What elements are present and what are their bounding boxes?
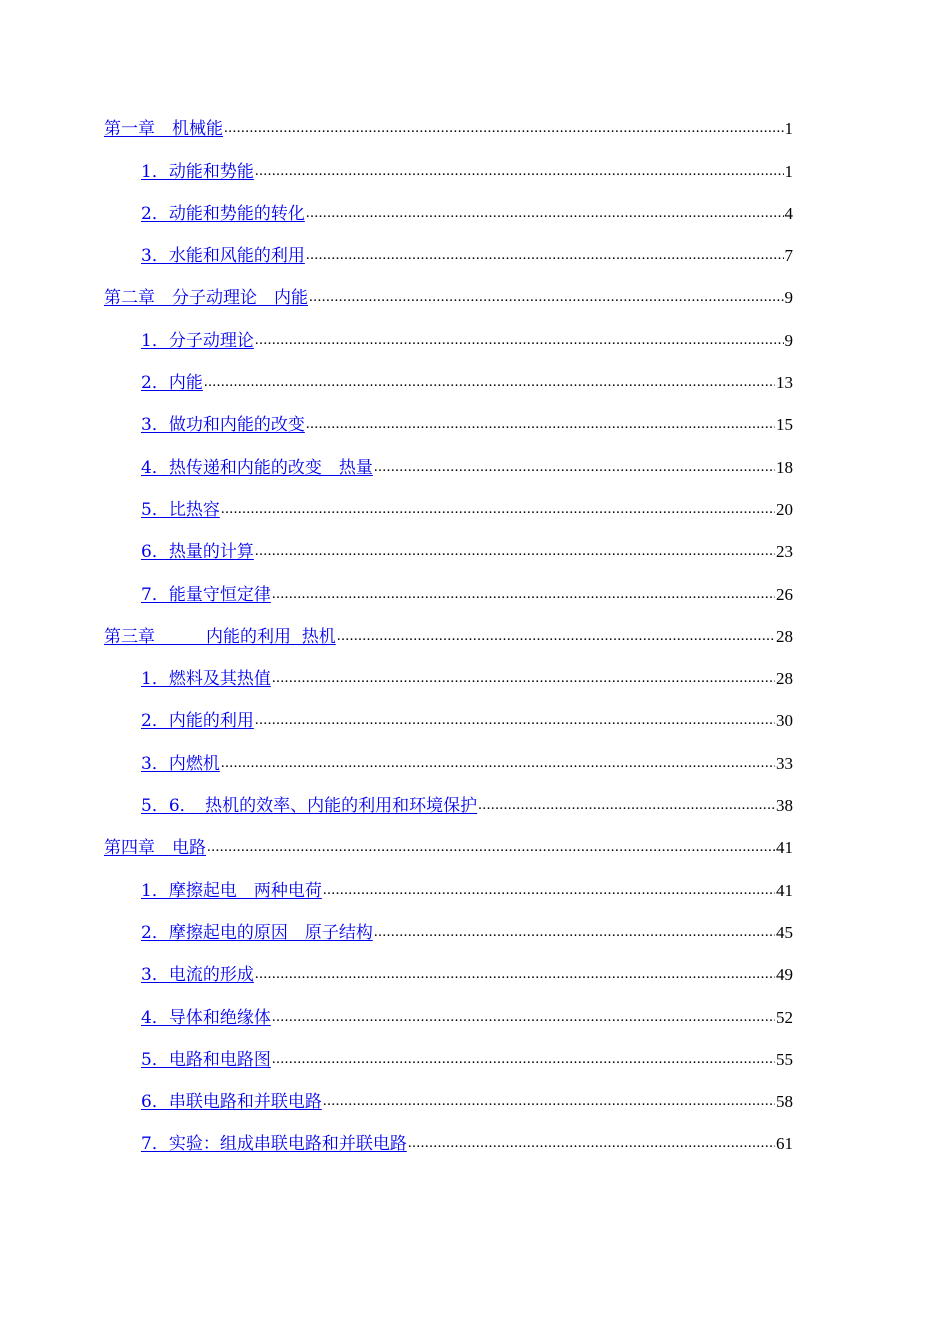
toc-link[interactable]: 3．电流的形成 (141, 965, 254, 986)
toc-page-number: 49 (776, 965, 793, 985)
toc-leader-dots (306, 246, 784, 264)
toc-section (104, 225, 793, 267)
toc-link[interactable]: 7．能量守恒定律 (141, 584, 271, 605)
toc-link[interactable]: 5．比热容 (141, 499, 220, 520)
toc-page-number: 26 (776, 584, 793, 604)
toc-section (104, 436, 793, 478)
toc-leader-dots (221, 500, 775, 518)
toc-leader-dots (207, 838, 775, 856)
toc-page-number: 4 (784, 203, 793, 223)
toc-section (104, 944, 793, 986)
toc-link[interactable]: 1．分子动理论 (141, 330, 254, 351)
toc-link[interactable]: 1．动能和势能 (141, 161, 254, 182)
toc-leader-dots (323, 1092, 775, 1110)
toc-section (104, 902, 793, 944)
toc-page-number: 15 (776, 415, 793, 435)
toc-section (104, 1071, 793, 1113)
toc-link[interactable]: 第二章 分子动理论 内能 (104, 288, 308, 309)
toc-section (104, 732, 793, 774)
toc-section (104, 986, 793, 1028)
toc-link[interactable]: 5．6． 热机的效率、内能的利用和环境保护 (141, 796, 478, 817)
toc-leader-dots (323, 881, 775, 899)
toc-link[interactable]: 6．热量的计算 (141, 542, 254, 563)
toc-link[interactable]: 7．实验：组成串联电路和并联电路 (141, 1134, 407, 1155)
toc-link[interactable]: 2．动能和势能的转化 (141, 203, 305, 224)
toc-page-number: 1 (784, 119, 793, 139)
toc-leader-dots (306, 415, 775, 433)
toc-leader-dots (272, 1008, 775, 1026)
toc-page-number: 23 (776, 542, 793, 562)
toc-section (104, 140, 793, 182)
toc-link[interactable]: 6．串联电路和并联电路 (141, 1092, 322, 1113)
toc-section (104, 859, 793, 901)
toc-page-number: 9 (784, 330, 793, 350)
toc-link[interactable]: 4．导体和绝缘体 (141, 1007, 271, 1028)
toc-link[interactable]: 3．做功和内能的改变 (141, 415, 305, 436)
toc-chapter-4 (104, 817, 793, 859)
toc-page-number: 13 (776, 373, 793, 393)
toc-link[interactable]: 5．电路和电路图 (141, 1049, 271, 1070)
toc-section (104, 394, 793, 436)
toc-leader-dots (309, 288, 784, 306)
toc-page-number: 33 (776, 753, 793, 773)
toc-link[interactable]: 第一章 机械能 (104, 119, 223, 140)
toc-page-number: 18 (776, 457, 793, 477)
toc-page-number: 45 (776, 922, 793, 942)
toc-section (104, 309, 793, 351)
toc-link[interactable]: 4．热传递和内能的改变 热量 (141, 457, 373, 478)
toc-page-number: 30 (776, 711, 793, 731)
toc-link[interactable]: 2．内能的利用 (141, 711, 254, 732)
toc-leader-dots (272, 1050, 775, 1068)
toc-link[interactable]: 第三章 内能的利用 热机 (104, 626, 336, 647)
toc-leader-dots (224, 119, 784, 137)
toc-section (104, 775, 793, 817)
toc-leader-dots (221, 754, 775, 772)
toc-page-number: 9 (784, 288, 793, 308)
toc-page-number: 41 (776, 880, 793, 900)
toc-link[interactable]: 2．摩擦起电的原因 原子结构 (141, 922, 373, 943)
toc-leader-dots (408, 1134, 775, 1152)
toc-leader-dots (337, 627, 775, 645)
toc-leader-dots (255, 331, 784, 349)
toc-leader-dots (374, 923, 775, 941)
toc-leader-dots (306, 204, 784, 222)
toc-page-number: 61 (776, 1134, 793, 1154)
toc-leader-dots (374, 458, 775, 476)
toc-link[interactable]: 1．摩擦起电 两种电荷 (141, 880, 322, 901)
toc-page-number: 1 (784, 161, 793, 181)
toc-link[interactable]: 3．水能和风能的利用 (141, 246, 305, 267)
toc-section (104, 563, 793, 605)
toc-section (104, 521, 793, 563)
toc-page-number: 52 (776, 1007, 793, 1027)
toc-leader-dots (272, 669, 775, 687)
toc-chapter-2 (104, 267, 793, 309)
toc-chapter-3 (104, 606, 793, 648)
toc-page-number: 58 (776, 1092, 793, 1112)
toc-link[interactable]: 3．内燃机 (141, 753, 220, 774)
toc-section (104, 183, 793, 225)
toc-link[interactable]: 第四章 电路 (104, 838, 206, 859)
toc-section (104, 648, 793, 690)
toc-section (104, 479, 793, 521)
toc-leader-dots (478, 796, 775, 814)
toc-leader-dots (272, 585, 775, 603)
toc-page-number: 38 (776, 796, 793, 816)
toc-section (104, 1113, 793, 1155)
toc-leader-dots (255, 542, 775, 560)
table-of-contents (104, 98, 793, 1155)
toc-page-number: 7 (784, 246, 793, 266)
toc-page-number: 20 (776, 499, 793, 519)
toc-link[interactable]: 1．燃料及其热值 (141, 669, 271, 690)
toc-section (104, 1029, 793, 1071)
toc-leader-dots (255, 162, 784, 180)
toc-chapter-1 (104, 98, 793, 140)
toc-leader-dots (255, 711, 775, 729)
toc-page-number: 55 (776, 1049, 793, 1069)
toc-link[interactable]: 2．内能 (141, 373, 203, 394)
toc-page-number: 41 (776, 838, 793, 858)
toc-section (104, 352, 793, 394)
toc-page-number: 28 (776, 626, 793, 646)
toc-page-number: 28 (776, 669, 793, 689)
toc-section (104, 690, 793, 732)
toc-leader-dots (204, 373, 775, 391)
toc-leader-dots (255, 965, 775, 983)
